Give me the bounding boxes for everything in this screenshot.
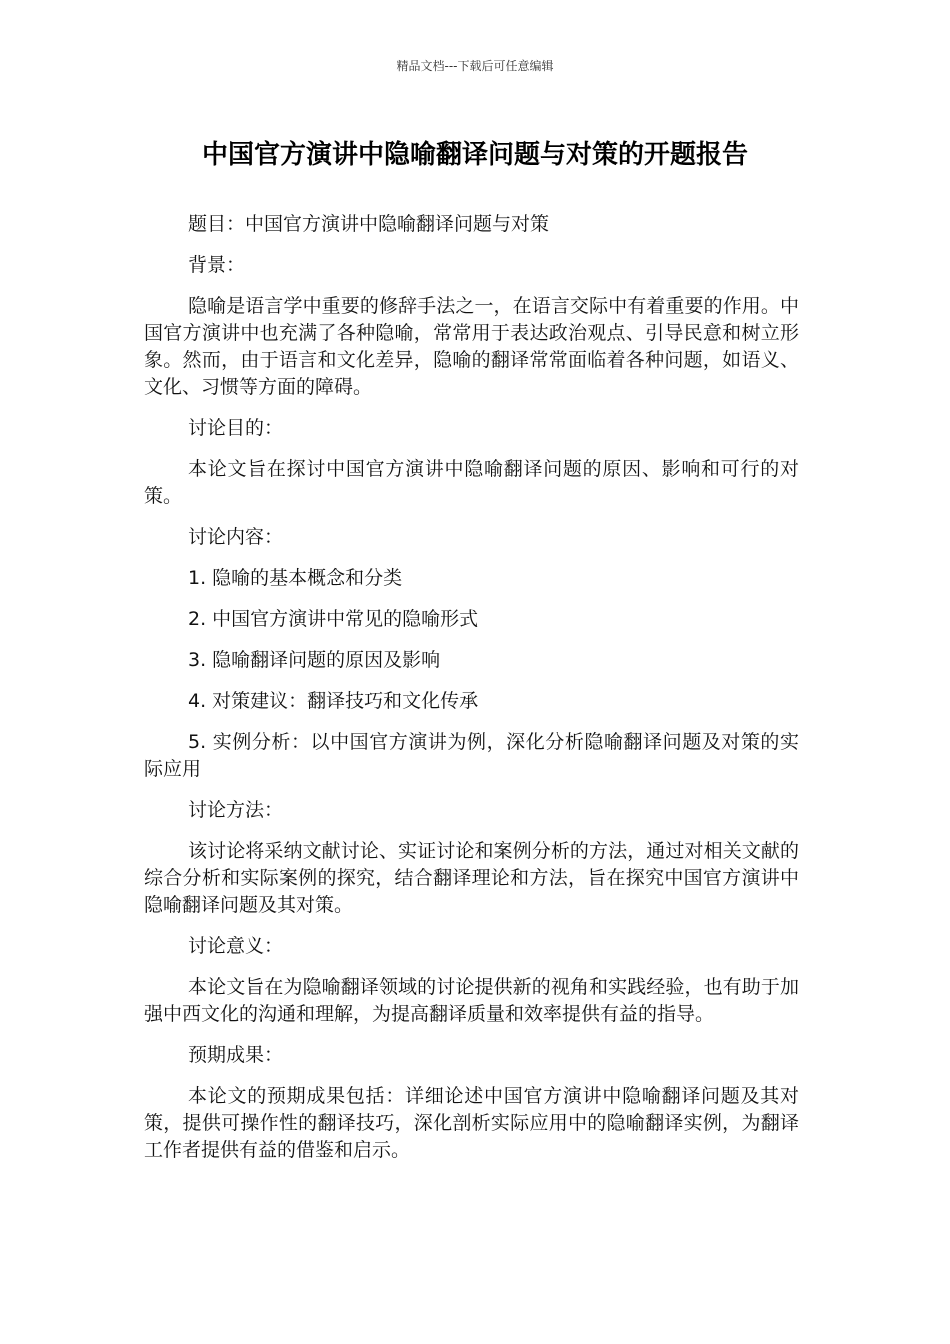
topic-line: 题目：中国官方演讲中隐喻翻译问题与对策 xyxy=(188,213,550,235)
significance-paragraph: 本论文旨在为隐喻翻译领域的讨论提供新的视角和实践经验，也有助于加强中西文化的沟通和理解，为提高翻译质量和效率提供有益的指导。 xyxy=(144,976,799,1025)
section-heading-background: 背景： xyxy=(188,254,246,276)
document-title: 中国官方演讲中隐喻翻译问题与对策的开题报告 xyxy=(201,140,748,170)
section-heading-significance: 讨论意义： xyxy=(188,935,284,957)
purpose-paragraph: 本论文旨在探讨中国官方演讲中隐喻翻译问题的原因、影响和可行的对策。 xyxy=(144,458,799,507)
background-paragraph: 隐喻是语言学中重要的修辞手法之一，在语言交际中有着重要的作用。中国官方演讲中也充满了各种隐喻，常常用于表达政治观点、引导民意和树立形象。然而，由于语言和文化差异，隐喻的翻译常常面临着各种问题，如语义、文化、习惯等方面的障碍。 xyxy=(144,295,799,398)
content-list-item: 4. 对策建议：翻译技巧和文化传承 xyxy=(188,690,479,712)
content-list-item: 3. 隐喻翻译问题的原因及影响 xyxy=(188,649,441,671)
content-list-item: 2. 中国官方演讲中常见的隐喻形式 xyxy=(188,608,479,630)
section-heading-purpose: 讨论目的： xyxy=(188,417,284,439)
section-heading-content: 讨论内容： xyxy=(188,526,284,548)
content-list-item: 5. 实例分析：以中国官方演讲为例，深化分析隐喻翻译问题及对策的实际应用 xyxy=(144,731,799,780)
method-paragraph: 该讨论将采纳文献讨论、实证讨论和案例分析的方法，通过对相关文献的综合分析和实际案例的探究，结合翻译理论和方法，旨在探究中国官方演讲中隐喻翻译问题及其对策。 xyxy=(144,840,799,916)
outcomes-paragraph: 本论文的预期成果包括：详细论述中国官方演讲中隐喻翻译问题及其对策，提供可操作性的翻译技巧，深化剖析实际应用中的隐喻翻译实例，为翻译工作者提供有益的借鉴和启示。 xyxy=(144,1085,799,1161)
document-body xyxy=(144,211,799,1178)
content-list-item: 1. 隐喻的基本概念和分类 xyxy=(188,567,403,589)
section-heading-method: 讨论方法： xyxy=(188,799,284,821)
header-note: 精品文档---下载后可任意编辑 xyxy=(396,59,554,73)
section-heading-outcomes: 预期成果： xyxy=(188,1044,284,1066)
